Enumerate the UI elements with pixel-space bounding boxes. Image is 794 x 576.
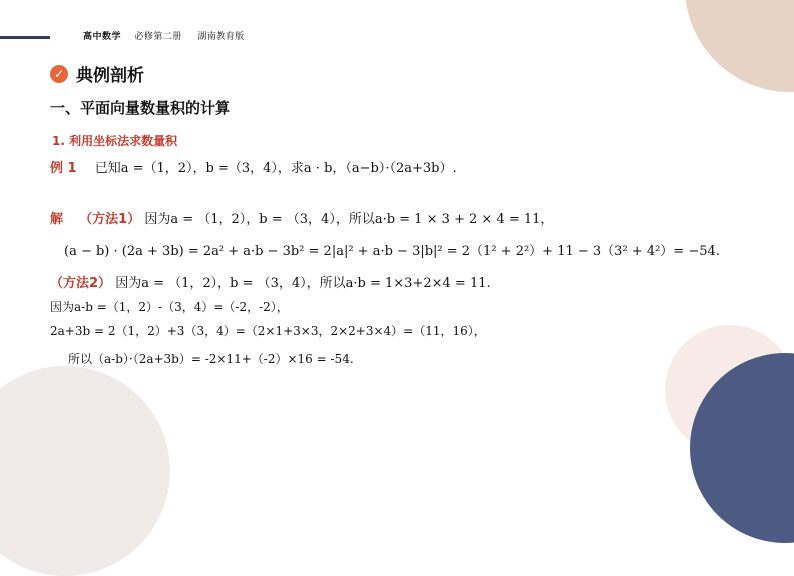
header (83, 29, 245, 42)
header-title: 高中数学 (83, 32, 122, 42)
method1-formula: (a − b) · (2a + 3b) = 2a² + a·b − 3b² = 2|a|² + a·b − 3|b|² = 2（1² + 2²）+ 11 − 3（3² + 4²）= −54. (64, 244, 720, 259)
header-subtitle: 必修第二册 (134, 32, 182, 42)
section-title: 典例剖析 (76, 66, 144, 86)
method1-text: 因为a = （1，2），b = （3，4），所以a·b = 1 × 3 + 2 × 4 = 11， (144, 212, 554, 227)
subsection-title: 一、平面向量数量积的计算 (50, 99, 231, 117)
example-line (50, 157, 457, 176)
example-label: 例 1 (50, 161, 77, 176)
solution-line-7: 所以（a-b）·（2a+3b）= -2×11+（-2）×16 = -54. (68, 352, 354, 366)
solution-method1-line (50, 208, 553, 227)
checkmark-circle-icon: ✓ (50, 65, 68, 83)
example-text: 已知a =（1，2），b =（3，4），求a · b，（a−b）·（2a+3b）. (94, 161, 457, 176)
header-accent-line (0, 36, 50, 39)
method2-label: （方法2） (50, 276, 112, 291)
decor-circle-top-right (685, 0, 794, 92)
solution-line-6: 2a+3b = 2（1，2）+3（3，4）=（2×1+3×3，2×2+3×4）=（11，16）， (50, 324, 486, 338)
header-publisher: 湖南教育版 (197, 32, 245, 42)
solution-method2-line (50, 272, 491, 291)
solution-line-5: 因为a-b =（1，2）-（3，4）=（-2，-2）， (50, 300, 289, 314)
solution-label: 解 (50, 212, 64, 227)
method2-text: 因为a = （1，2），b = （3，4），所以a·b = 1×3+2×4 = 11. (115, 276, 491, 291)
decor-circle-bottom-left (0, 366, 170, 576)
method1-label: （方法1） (79, 212, 141, 227)
topic-title: 1. 利用坐标法求数量积 (52, 134, 178, 148)
section-heading (50, 61, 144, 86)
